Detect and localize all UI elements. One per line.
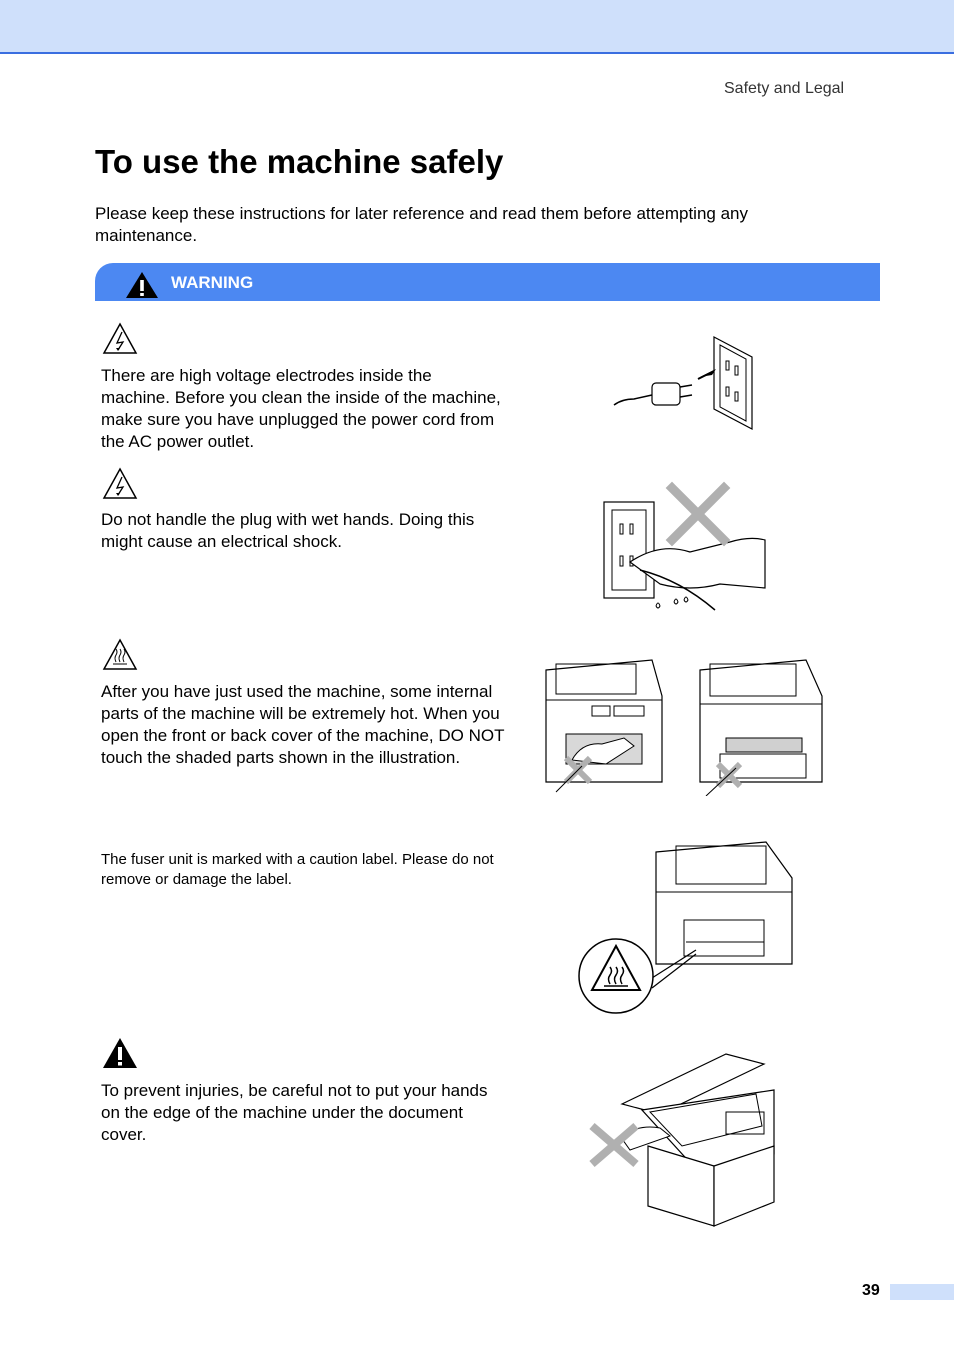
item-text-5: To prevent injuries, be careful not to put your hands on the edge of the machine under the document cover. — [101, 1081, 488, 1144]
warning-triangle-icon — [125, 271, 159, 299]
document-cover-illustration — [586, 1050, 781, 1230]
item-text-4: The fuser unit is marked with a caution label. Please do not remove or damage the label. — [101, 851, 494, 888]
hot-surface-icon — [102, 638, 138, 671]
electrical-hazard-icon — [102, 322, 138, 355]
intro-paragraph: Please keep these instructions for later reference and read them before attempting any maintenance. — [95, 204, 748, 245]
item-text-1: There are high voltage electrodes inside the machine. Before you clean the inside of the machine, make sure you have unplugged the power cord from the AC power outlet. — [101, 366, 501, 451]
item-text-3: After you have just used the machine, some internal parts of the machine will be extremely hot. When you open the front or back cover of the machine, DO NOT touch the shaded parts shown in the illustration. — [101, 682, 505, 767]
machine-back-hot-parts-illustration — [696, 656, 826, 796]
electrical-hazard-icon — [102, 467, 138, 500]
wet-hands-illustration — [600, 480, 770, 615]
page-title: To use the machine safely — [95, 143, 504, 180]
warning-label: WARNING — [171, 273, 254, 292]
fuser-label-illustration — [576, 838, 796, 1016]
machine-front-hot-parts-illustration — [542, 656, 667, 796]
header-band — [0, 0, 954, 54]
warning-triangle-icon — [102, 1037, 138, 1069]
section-title: Safety and Legal — [724, 80, 845, 97]
warning-banner — [95, 263, 880, 301]
page-tab — [890, 1284, 954, 1300]
item-text-2: Do not handle the plug with wet hands. Doing this might cause an electrical shock. — [101, 510, 475, 551]
page-number: 39 — [862, 1282, 880, 1299]
unplug-illustration — [612, 335, 762, 430]
